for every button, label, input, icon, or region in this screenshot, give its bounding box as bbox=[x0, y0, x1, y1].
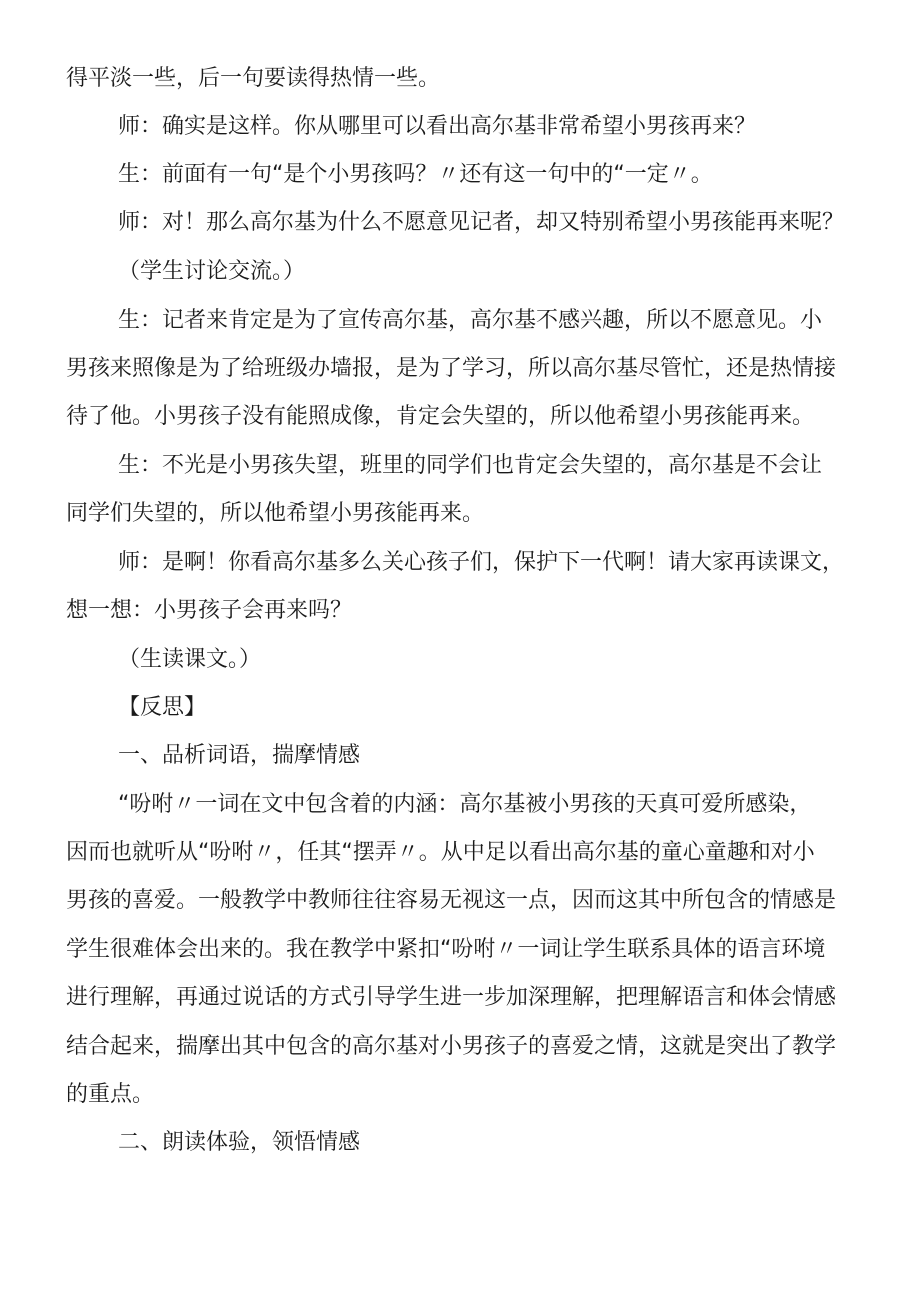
section-heading: 【反思】 bbox=[118, 695, 207, 720]
subsection-heading: 二、朗读体验，领悟情感 bbox=[118, 1130, 361, 1155]
paragraph-line: 生：记者来肯定是为了宣传高尔基，高尔基不感兴趣，所以不愿意见。小 bbox=[118, 308, 823, 333]
paragraph-line: 的重点。 bbox=[66, 1082, 155, 1107]
paragraph-line: 同学们失望的，所以他希望小男孩能再来。 bbox=[66, 501, 485, 526]
paragraph-line: 师：是啊！你看高尔基多么关心孩子们，保护下一代啊！请大家再读课文， bbox=[118, 550, 845, 575]
subsection-heading: 一、品析词语，揣摩情感 bbox=[118, 743, 361, 768]
paragraph-line: 师：对！那么高尔基为什么不愿意见记者，却又特别希望小男孩能再来呢？ bbox=[118, 210, 845, 235]
paragraph-line: “吩咐〃一词在文中包含着的内涵：高尔基被小男孩的天真可爱所感染， bbox=[118, 792, 812, 817]
paragraph-line: （学生讨论交流。） bbox=[118, 259, 306, 284]
paragraph-line: 结合起来，揣摩出其中包含的高尔基对小男孩子的喜爱之情，这就是突出了教学 bbox=[66, 1034, 837, 1059]
paragraph-line: 男孩的喜爱。一般教学中教师往往容易无视这一点，因而这其中所包含的情感是 bbox=[66, 888, 837, 913]
paragraph-line: 因而也就听从“吩咐〃，任其“摆弄〃。从中足以看出高尔基的童心童趣和对小 bbox=[66, 840, 815, 865]
paragraph-line: 师：确实是这样。你从哪里可以看出高尔基非常希望小男孩再来？ bbox=[118, 114, 757, 139]
paragraph-line: （生读课文。） bbox=[118, 647, 262, 672]
paragraph-line: 生：不光是小男孩失望，班里的同学们也肯定会失望的，高尔基是不会让 bbox=[118, 453, 823, 478]
paragraph-line: 生：前面有一句“是个小男孩吗？〃还有这一句中的“一定〃。 bbox=[118, 162, 713, 187]
paragraph-line: 得平淡一些，后一句要读得热情一些。 bbox=[66, 66, 441, 91]
paragraph-line: 男孩来照像是为了给班级办墙报，是为了学习，所以高尔基尽管忙，还是热情接 bbox=[66, 356, 837, 381]
paragraph-line: 学生很难体会出来的。我在教学中紧扣“吩咐〃一词让学生联系具体的语言环境 bbox=[66, 937, 826, 962]
paragraph-line: 待了他。小男孩子没有能照成像，肯定会失望的，所以他希望小男孩能再来。 bbox=[66, 404, 815, 429]
paragraph-line: 进行理解，再通过说话的方式引导学生进一步加深理解，把理解语言和体会情感 bbox=[66, 985, 837, 1010]
paragraph-line: 想一想：小男孩子会再来吗？ bbox=[66, 598, 353, 623]
